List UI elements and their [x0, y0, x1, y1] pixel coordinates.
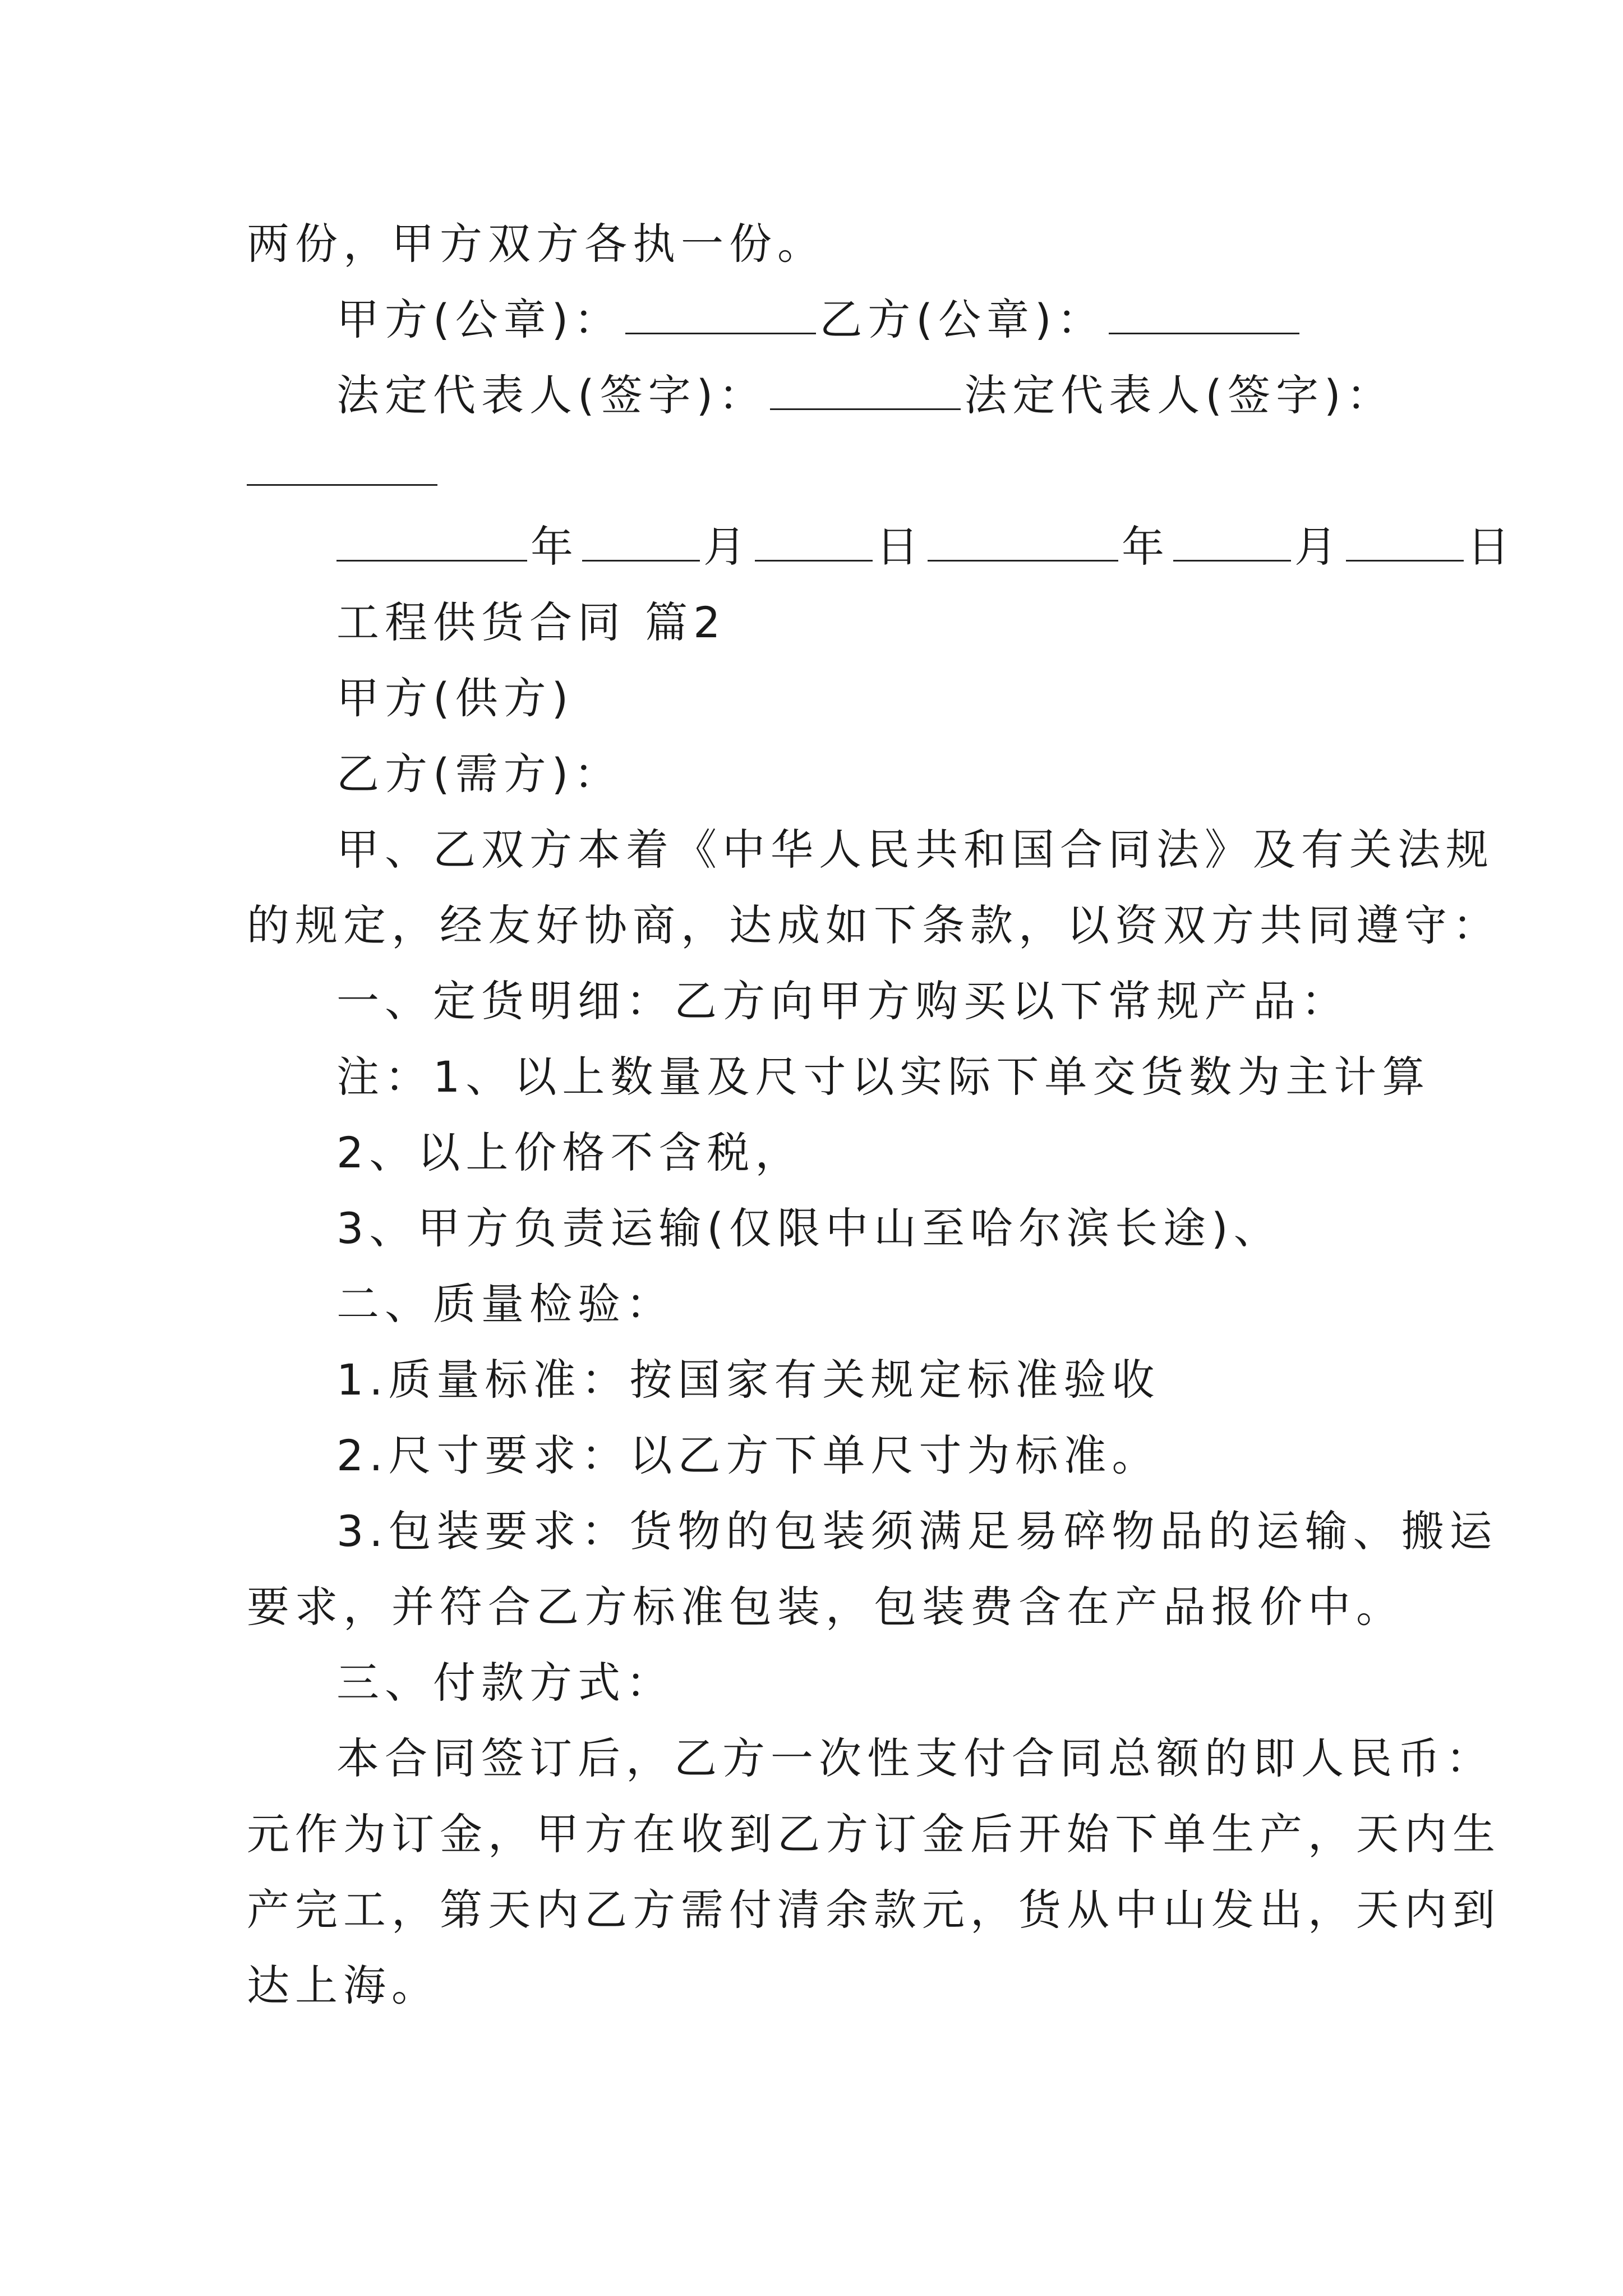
text: 达上海。 [247, 1961, 440, 2010]
text: 本合同签订后，乙方一次性支付合同总额的即人民币： [336, 1733, 1494, 1783]
signature-blank-line [247, 443, 1376, 499]
date-line [247, 519, 1515, 575]
party-b-seal-label: 乙方(公章)： [819, 295, 1105, 344]
year-a-label: 年 [531, 522, 579, 572]
section-heading [247, 595, 1376, 651]
text: 甲方(供方) [336, 673, 574, 723]
text: 乙方(需方)： [336, 749, 623, 799]
party-a-seal-label: 甲方(公章)： [336, 295, 623, 344]
paragraph-line [247, 1579, 1404, 1635]
party-a-rep-blank [770, 369, 961, 410]
paragraph-line [247, 1049, 1431, 1105]
party-a-seal-blank [625, 293, 816, 334]
text: 要求，并符合乙方标准包装，包装费含在产品报价中。 [247, 1582, 1404, 1632]
text: 产完工，第天内乙方需付清余款元，货从中山发出，天内到 [247, 1885, 1501, 1935]
year-a-blank [336, 521, 527, 562]
text: 1.质量标准：按国家有关规定标准验收 [336, 1355, 1160, 1405]
party-b-rep-blank [247, 445, 437, 486]
paragraph-line [247, 746, 1376, 802]
paragraph-line [247, 898, 1501, 954]
party-seal-line [247, 292, 1376, 348]
legal-rep-line [247, 367, 1395, 424]
paragraph-line [247, 216, 1376, 272]
text: 三、付款方式： [336, 1658, 674, 1708]
paragraph-line [247, 1200, 1376, 1257]
text: 的规定，经友好协商，达成如下条款，以资双方共同遵守： [247, 900, 1501, 950]
paragraph-line [247, 670, 1376, 726]
paragraph-line [247, 1731, 1494, 1787]
text: 元作为订金，甲方在收到乙方订金后开始下单生产，天内生 [247, 1809, 1501, 1859]
month-a-label: 月 [703, 522, 751, 572]
paragraph-line [247, 1958, 1376, 2014]
paragraph-line [247, 1882, 1501, 1938]
day-a-label: 日 [876, 522, 924, 572]
party-b-rep-label: 法定代表人(签字)： [964, 370, 1395, 420]
party-a-rep-label: 法定代表人(签字)： [336, 370, 767, 420]
year-b-label: 年 [1122, 522, 1170, 572]
paragraph-line [247, 1806, 1501, 1862]
text: 3、甲方负责运输(仅限中山至哈尔滨长途)、 [336, 1203, 1282, 1253]
paragraph-line [247, 1503, 1498, 1559]
text: 两份，甲方双方各执一份。 [247, 219, 826, 269]
paragraph-line [247, 1655, 1376, 1711]
month-b-blank [1173, 521, 1291, 562]
day-b-blank [1346, 521, 1464, 562]
month-b-label: 月 [1294, 522, 1343, 572]
year-b-blank [928, 521, 1118, 562]
text: 甲、乙双方本着《中华人民共和国合同法》及有关法规 [336, 825, 1494, 875]
text: 一、定货明细：乙方向甲方购买以下常规产品： [336, 976, 1349, 1026]
paragraph-line [247, 973, 1376, 1029]
text: 二、质量检验： [336, 1279, 674, 1329]
paragraph-line [247, 1276, 1376, 1332]
party-b-seal-blank [1109, 293, 1299, 334]
paragraph-line [247, 1428, 1376, 1484]
paragraph-line [247, 1125, 1376, 1181]
heading-text: 工程供货合同 篇2 [336, 597, 726, 647]
text: 注：1、以上数量及尺寸以实际下单交货数为主计算 [336, 1052, 1431, 1102]
text: 2.尺寸要求：以乙方下单尺寸为标准。 [336, 1430, 1160, 1480]
paragraph-line [247, 822, 1494, 878]
text: 3.包装要求：货物的包装须满足易碎物品的运输、搬运 [336, 1506, 1498, 1556]
paragraph-line [247, 1352, 1376, 1408]
text: 2、以上价格不含税， [336, 1128, 804, 1177]
month-a-blank [582, 521, 700, 562]
day-a-blank [755, 521, 873, 562]
day-b-label: 日 [1467, 522, 1515, 572]
